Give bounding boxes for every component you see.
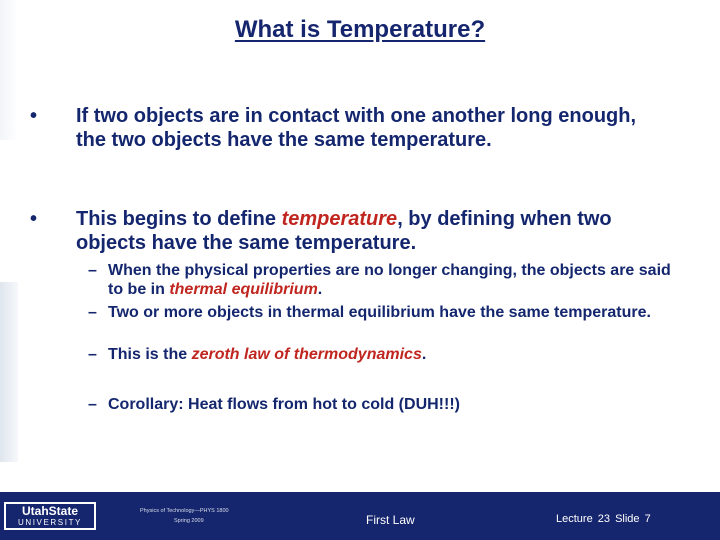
bullet-marker: • <box>30 208 38 230</box>
slide-label: Slide <box>615 513 640 525</box>
lecture-label: Lecture <box>556 513 593 525</box>
sub-item-text: Corollary: Heat flows from hot to cold (DUH!!!) <box>108 396 460 413</box>
lecture-number: 23 <box>597 513 611 525</box>
sub-item-3 <box>88 345 678 364</box>
emphasis-zeroth-law: zeroth law of thermodynamics <box>191 346 422 363</box>
emphasis-temperature: temperature <box>281 208 398 230</box>
sub-marker: – <box>88 304 97 321</box>
footer-topic: First Law <box>366 513 415 527</box>
lecture-slide-info <box>556 513 651 525</box>
bullet-text: If two objects are in contact with one another long enough, the two objects have the same temperature. <box>76 105 637 151</box>
sub-item-4 <box>88 395 678 414</box>
slide-number: 7 <box>644 513 651 525</box>
left-decoration-middle <box>0 282 18 462</box>
sub-item-1 <box>88 261 678 299</box>
emphasis-thermal-equilibrium: thermal equilibrium <box>169 281 318 298</box>
sub-item-2 <box>88 303 678 322</box>
bullet-text: This begins to define temperature, by defining when two objects have the same temperature. <box>76 208 612 254</box>
course-term: Spring 2009 <box>174 518 204 524</box>
bullet-marker: • <box>30 105 38 127</box>
logo-subtext: UNIVERSITY <box>17 518 82 527</box>
bullet-1 <box>30 104 670 152</box>
sub-item-text: When the physical properties are no longer changing, the objects are said to be in thermal equilibrium. <box>108 262 671 298</box>
course-title: Physics of Technology—PHYS 1800 <box>140 508 229 514</box>
sub-marker: – <box>88 262 97 279</box>
sub-marker: – <box>88 346 97 363</box>
course-info <box>140 506 270 526</box>
sub-item-text: Two or more objects in thermal equilibrium have the same temperature. <box>108 304 651 321</box>
slide-title: What is Temperature? <box>234 16 486 43</box>
sub-marker: – <box>88 396 97 413</box>
usu-logo <box>4 502 96 530</box>
logo-wordmark: UtahState <box>21 504 78 518</box>
bullet-2 <box>30 207 670 255</box>
footer-bar <box>0 492 720 540</box>
sub-item-text: This is the zeroth law of thermodynamics. <box>108 346 427 363</box>
